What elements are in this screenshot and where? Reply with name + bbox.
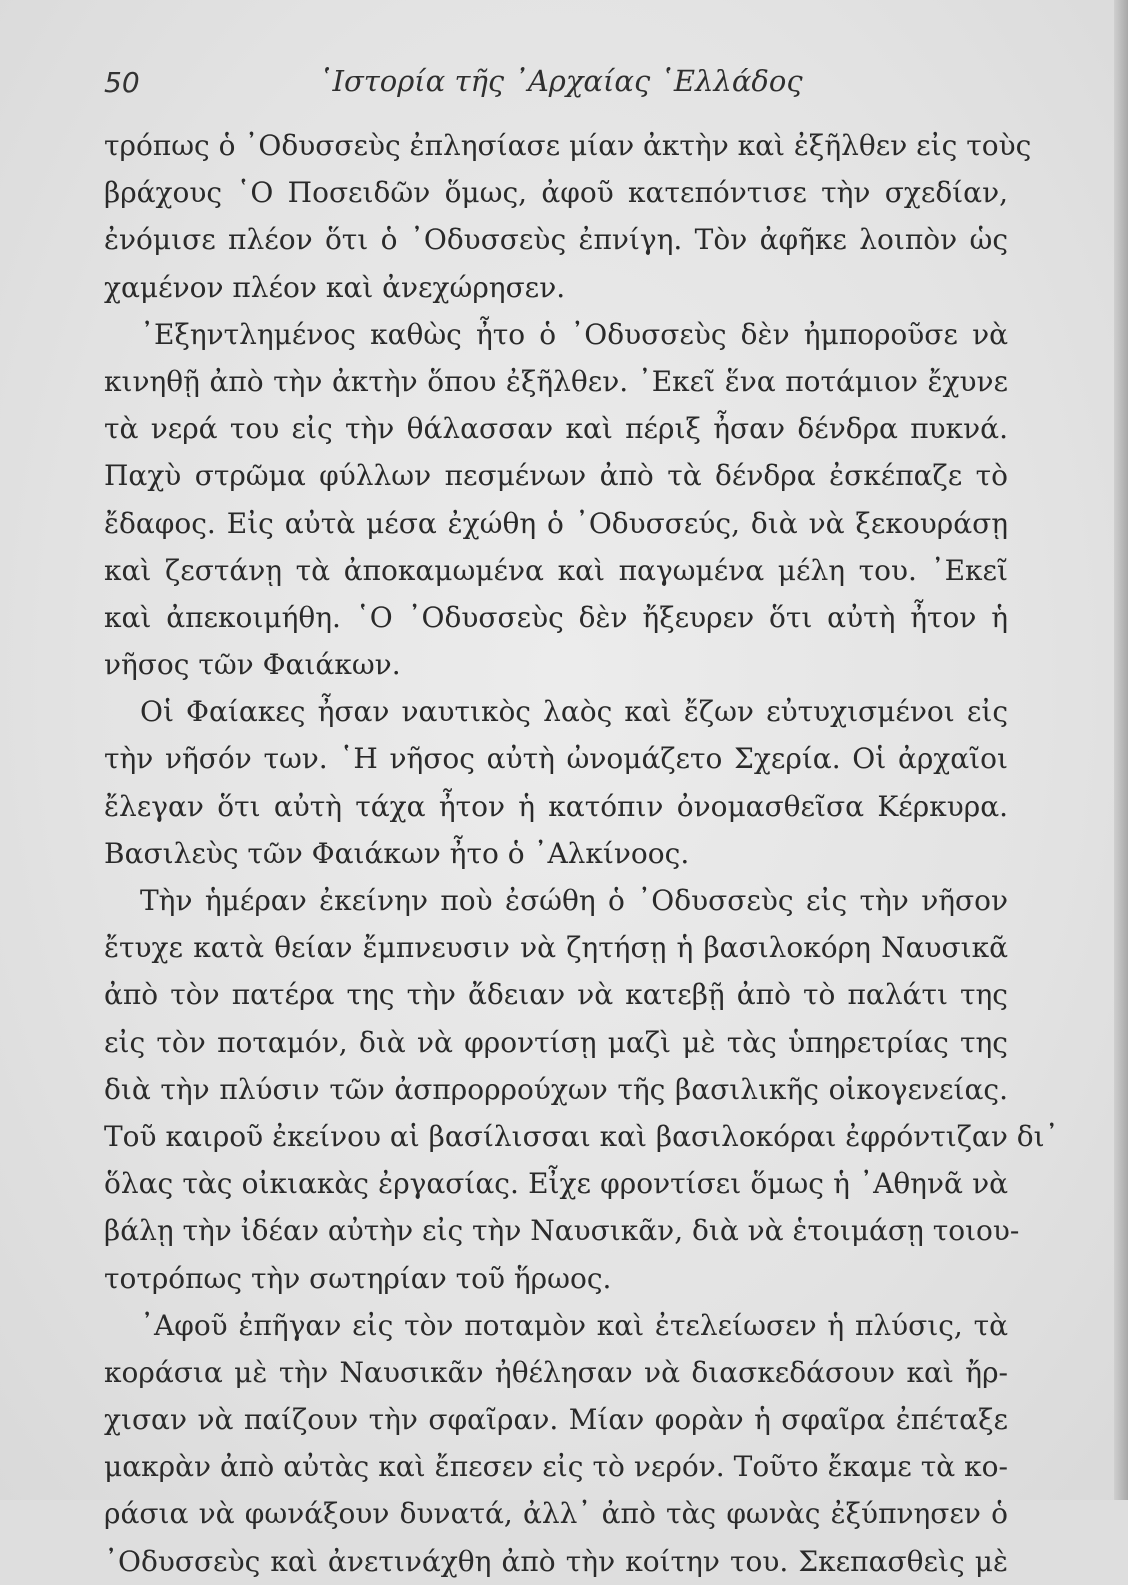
text-line: Παχὺ στρῶμα φύλλων πεσμένων ἀπὸ τὰ δένδρα ἐσκέπαζε τὸ [104,459,1008,493]
text-line: Οἱ Φαίακες ἦσαν ναυτικὸς λαὸς καὶ ἔζων εὐτυχισμένοι εἰς [140,695,1008,729]
text-line: ἔτυχε κατὰ θείαν ἔμπνευσιν νὰ ζητήσῃ ἡ βασιλοκόρη Ναυσικᾶ [104,931,1008,965]
text-line: ὅλας τὰς οἰκιακὰς ἐργασίας. Εἶχε φροντίσει ὅμως ἡ ᾿Αθηνᾶ νὰ [104,1167,1008,1201]
text-line: Βασιλεὺς τῶν Φαιάκων ἦτο ὁ ᾿Αλκίνοος. [104,836,690,870]
text-line: ᾿Εξηντλημένος καθὼς ἦτο ὁ ᾿Οδυσσεὺς δὲν ἠμποροῦσε νὰ [140,317,1008,351]
page-number: 50 [104,66,140,99]
text-line: κοράσια μὲ τὴν Ναυσικᾶν ἠθέλησαν νὰ διασκεδάσουν καὶ ἤρ- [104,1355,1008,1389]
text-line: Τοῦ καιροῦ ἐκείνου αἱ βασίλισσαι καὶ βασιλοκόραι ἐφρόντιζαν δι᾿ [104,1119,1059,1153]
text-line: ἐνόμισε πλέον ὅτι ὁ ᾿Οδυσσεὺς ἐπνίγη. Τὸν ἀφῆκε λοιπὸν ὡς [104,223,1008,257]
text-line: καὶ ἀπεκοιμήθη. ῾Ο ᾿Οδυσσεὺς δὲν ἤξευρεν ὅτι αὐτὴ ἦτον ἡ [104,600,1008,634]
text-line: Τὴν ἡμέραν ἐκείνην ποὺ ἐσώθη ὁ ᾿Οδυσσεὺς εἰς τὴν νῆσον [140,884,1008,917]
text-line: τὰ νερά του εἰς τὴν θάλασσαν καὶ πέριξ ἦσαν δένδρα πυκνά. [104,412,1008,446]
text-line: τὴν νῆσόν των. ῾Η νῆσος αὐτὴ ὠνομάζετο Σχερία. Οἱ ἀρχαῖοι [104,742,1008,776]
text-line: χισαν νὰ παίζουν τὴν σφαῖραν. Μίαν φορὰν ἡ σφαῖρα ἐπέταξε [104,1403,1008,1437]
text-line: βράχους ῾Ο Ποσειδῶν ὅμως, ἀφοῦ κατεπόντισε τὴν σχεδίαν, [104,176,1008,210]
text-line: εἰς τὸν ποταμόν, διὰ νὰ φροντίσῃ μαζὶ μὲ τὰς ὑπηρετρίας της [104,1025,1008,1059]
running-title: ῾Ιστορία τῆς ᾿Αρχαίας ῾Ελλάδος [318,64,803,98]
text-line: μακρὰν ἀπὸ αὐτὰς καὶ ἔπεσεν εἰς τὸ νερόν. Τοῦτο ἔκαμε τὰ κο- [104,1450,1008,1484]
text-line: βάλῃ τὴν ἰδέαν αὐτὴν εἰς τὴν Ναυσικᾶν, διὰ νὰ ἑτοιμάσῃ τοιου- [104,1214,1020,1248]
text-line: νῆσος τῶν Φαιάκων. [104,648,401,682]
text-line: καὶ ζεστάνῃ τὰ ἀποκαμωμένα καὶ παγωμένα μέλη του. ᾿Εκεῖ [104,553,1008,587]
text-line: ράσια νὰ φωνάξουν δυνατά, ἀλλ᾿ ἀπὸ τὰς φωνὰς ἐξύπνησεν ὁ [104,1497,1008,1531]
text-line: τοτρόπως τὴν σωτηρίαν τοῦ ἥρωος. [104,1261,612,1295]
text-line: ἔλεγαν ὅτι αὐτὴ τάχα ἦτον ἡ κατόπιν ὀνομασθεῖσα Κέρκυρα. [104,789,1008,823]
text-line: ἀπὸ τὸν πατέρα της τὴν ἄδειαν νὰ κατεβῇ ἀπὸ τὸ παλάτι της [104,978,1008,1012]
text-line: διὰ τὴν πλύσιν τῶν ἀσπρορρούχων τῆς βασιλικῆς οἰκογενείας. [104,1072,1008,1106]
page-header [104,62,1024,110]
text-line: χαμένον πλέον καὶ ἀνεχώρησεν. [104,270,566,304]
body-text [104,122,1059,1585]
text-line: τρόπως ὁ ᾿Οδυσσεὺς ἐπλησίασε μίαν ἀκτὴν καὶ ἐξῆλθεν εἰς τοὺς [104,129,1032,162]
page-edge [1114,0,1128,1500]
text-line: ᾿Αφοῦ ἐπῆγαν εἰς τὸν ποταμὸν καὶ ἐτελείωσεν ἡ πλύσις, τὰ [140,1308,1008,1342]
text-line: ᾿Οδυσσεὺς καὶ ἀνετινάχθη ἀπὸ τὴν κοίτην του. Σκεπασθεὶς μὲ [104,1544,1008,1578]
text-line: κινηθῇ ἀπὸ τὴν ἀκτὴν ὅπου ἐξῆλθεν. ᾿Εκεῖ ἕνα ποτάμιον ἔχυνε [104,364,1008,398]
text-line: ἔδαφος. Εἰς αὐτὰ μέσα ἐχώθη ὁ ᾿Οδυσσεύς, διὰ νὰ ξεκουράσῃ [104,506,1008,540]
